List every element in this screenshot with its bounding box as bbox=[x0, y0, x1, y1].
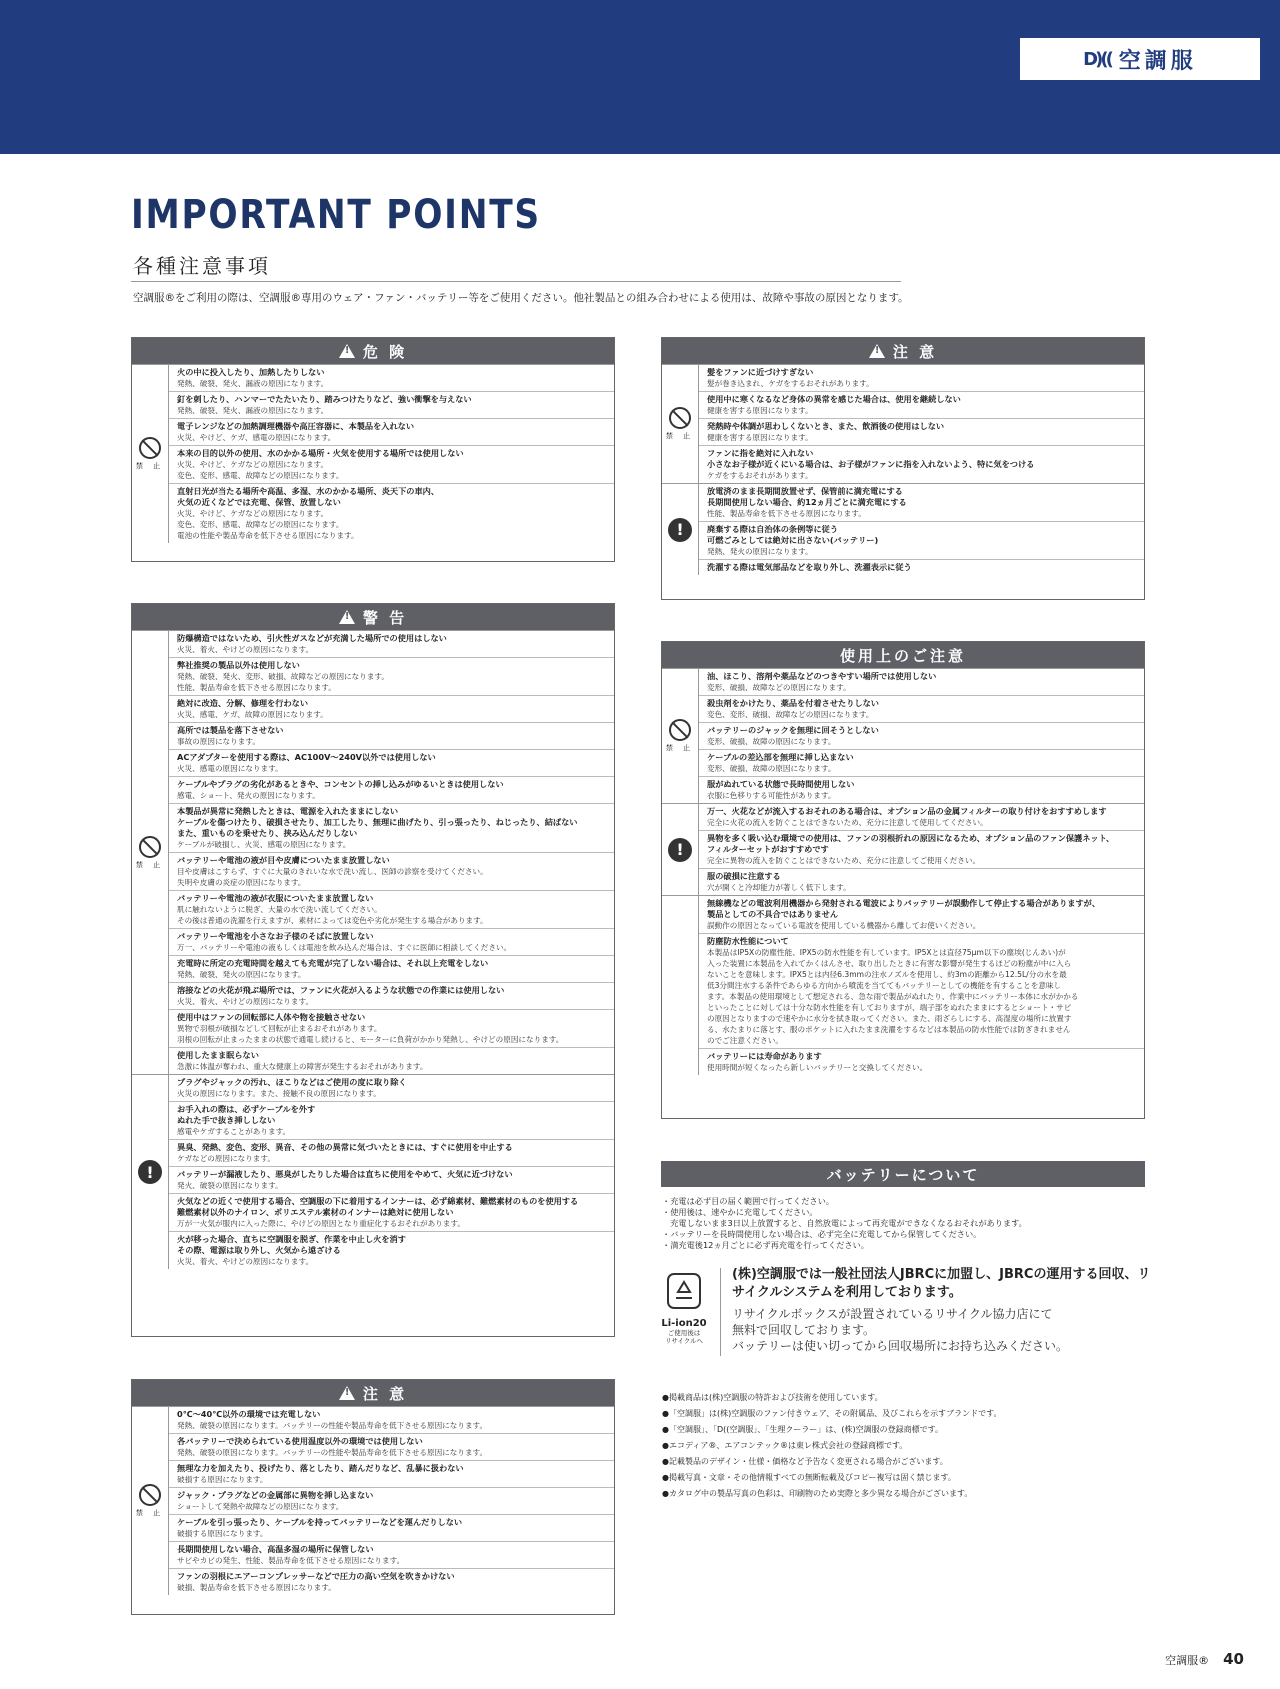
exclamation-icon-column bbox=[662, 804, 699, 895]
item-description: 発火、破裂の原因になります。 bbox=[177, 1181, 283, 1190]
caution-right-caution-group bbox=[662, 483, 1144, 575]
item-description: 発熱、破裂、発火、変形、破損、故障などの原因になります。 性能、製品寿命を低下させる原因になります。 bbox=[177, 672, 390, 692]
item-heading: 絶対に改造、分解、修理を行わない bbox=[177, 698, 309, 708]
item-heading: 無理な力を加えたり、投げたり、落としたり、踏んだりなど、乱暴に扱わない bbox=[177, 1463, 464, 1473]
item-heading: 洗濯する際は電気部品などを取り外し、洗濯表示に従う bbox=[707, 562, 912, 572]
list-item bbox=[699, 830, 1144, 868]
item-description: ショートして発熱や故障などの原因になります。 bbox=[177, 1502, 344, 1511]
recycle-icon bbox=[660, 1270, 708, 1348]
warning-triangle-icon bbox=[869, 344, 885, 358]
list-item bbox=[699, 559, 1144, 575]
list-item bbox=[699, 365, 1144, 391]
item-heading: バッテリーのジャックを無理に回そうとしない bbox=[707, 725, 879, 735]
usage-header bbox=[662, 642, 1144, 668]
item-heading: 油、ほこり、溶剤や薬品などのつきやすい場所では使用しない bbox=[707, 671, 937, 681]
prohibit-icon bbox=[139, 836, 161, 858]
caution-battery-items bbox=[169, 1407, 614, 1595]
danger-title: 危 険 bbox=[362, 342, 408, 361]
recycle-heading: (株)空調服では一般社団法人JBRCに加盟し、JBRCの運用する回収、リサイクルシステムを利用しております。 bbox=[732, 1267, 1151, 1300]
usage-title: 使用上のご注意 bbox=[839, 646, 966, 665]
item-description: 変形、破損、故障の原因になります。 bbox=[707, 737, 836, 746]
usage-box bbox=[661, 641, 1145, 1119]
page-number: 40 bbox=[1223, 1650, 1244, 1668]
list-item bbox=[699, 391, 1144, 418]
battery-list: ・充電は必ず目の届く範囲で行ってください。 ・使用後は、速やかに充電してください。 充電しないまま3日以上放置すると、自然放電によって再充電ができなくなるおそれがあります。 ・バッテリーを長時間使用しない場合は、必ず完全に充電してから保管してください。 ・満充電後12ヵ月ごとに必ず再充電を行ってください。 bbox=[662, 1196, 1027, 1250]
list-item bbox=[169, 1460, 614, 1487]
item-heading: 充電時に所定の充電時間を越えても充電が完了しない場合は、それ以上充電をしない bbox=[177, 958, 489, 968]
prohibit-icon-column bbox=[132, 1407, 169, 1595]
recycle-sub: ご使用後は リサイクルへ bbox=[664, 1329, 704, 1345]
battery-header: バッテリーについて bbox=[661, 1161, 1145, 1187]
list-item bbox=[169, 445, 614, 483]
list-item bbox=[699, 1048, 1144, 1075]
list-item bbox=[169, 657, 614, 695]
item-description: 万が一火気が服内に入った際に、やけどの原因となり重症化するおそれがあります。 bbox=[177, 1219, 465, 1228]
item-description: 火災、着火、やけどの原因になります。 bbox=[177, 1257, 314, 1266]
item-description: 万一、バッテリーや電池の液もしくは電池を飲み込んだ場合は、すぐに医師に相談してください。 bbox=[177, 943, 512, 952]
recycle-text bbox=[732, 1266, 1152, 1354]
divider bbox=[720, 1268, 721, 1356]
usage-caution-group bbox=[662, 803, 1144, 895]
warning-triangle-icon bbox=[339, 610, 355, 624]
item-description: 発熱、破裂の原因になります。バッテリーの性能や製品寿命を低下させる原因になります。 bbox=[177, 1448, 488, 1457]
list-item bbox=[169, 1139, 614, 1166]
item-heading: 発熱時や体調が思わしくないとき、また、飲酒後の使用はしない bbox=[707, 421, 945, 431]
usage-info-group bbox=[662, 895, 1144, 1075]
caution-right-prohibit-items bbox=[699, 365, 1144, 483]
list-item bbox=[169, 483, 614, 543]
recycle-symbol-icon bbox=[660, 1270, 708, 1314]
list-item bbox=[699, 669, 1144, 695]
exclamation-icon: ! bbox=[668, 838, 692, 862]
item-heading: 直射日光が当たる場所や高温、多湿、水のかかる場所、炎天下の車内、 火気の近くなどでは充電、保管、放置しない bbox=[177, 486, 440, 507]
item-description: 火災、感電の原因になります。 bbox=[177, 764, 283, 773]
list-item bbox=[699, 933, 1144, 1048]
list-item bbox=[169, 982, 614, 1009]
item-description: 破損する原因になります。 bbox=[177, 1529, 268, 1538]
item-description: 感電やケガすることがあります。 bbox=[177, 1127, 291, 1136]
list-item bbox=[169, 1101, 614, 1139]
item-description: 発熱、破裂、発火、漏液の原因になります。 bbox=[177, 406, 329, 415]
list-item bbox=[699, 749, 1144, 776]
item-description: 誤動作の原因となっている電波を使用している機器から離してお使いください。 bbox=[707, 921, 981, 930]
caution-title: 注 意 bbox=[362, 1384, 408, 1403]
list-item bbox=[169, 955, 614, 982]
item-description: サビやカビの発生、性能、製品寿命を低下させる原因になります。 bbox=[177, 1556, 405, 1565]
item-heading: 異物を多く吸い込む環境での使用は、ファンの羽根折れの原因になるため、オプション品のファン保護ネット、 フィルターセットがおすすめです bbox=[707, 833, 1115, 854]
caution-header bbox=[132, 1380, 614, 1406]
item-description: 穴が開くと冷却能力が著しく低下します。 bbox=[707, 883, 851, 892]
danger-prohibit-group bbox=[132, 364, 614, 543]
exclamation-icon-column bbox=[662, 484, 699, 575]
list-item bbox=[169, 1231, 614, 1269]
item-description: 健康を害する原因になります。 bbox=[707, 433, 813, 442]
item-heading: 服がぬれている状態で長時間使用しない bbox=[707, 779, 855, 789]
item-description: 完全に異物の流入を防ぐことはできないため、充分に注意してご使用ください。 bbox=[707, 856, 981, 865]
item-description: 性能、製品寿命を低下させる原因になります。 bbox=[707, 509, 866, 518]
item-description: 健康を害する原因になります。 bbox=[707, 406, 813, 415]
prohibit-icon bbox=[139, 1484, 161, 1506]
item-description: 火災、着火、やけどの原因になります。 bbox=[177, 997, 314, 1006]
caution-right-caution-items bbox=[699, 484, 1144, 575]
page-title: IMPORTANT POINTS bbox=[131, 192, 541, 238]
list-item bbox=[169, 1514, 614, 1541]
item-description: 変形、破損、故障の原因になります。 bbox=[707, 764, 836, 773]
list-item bbox=[699, 868, 1144, 895]
warning-triangle-icon bbox=[339, 1386, 355, 1400]
caution-battery-box bbox=[131, 1379, 615, 1615]
list-item bbox=[169, 1407, 614, 1433]
item-description: 異物で羽根が破損などして回転が止まるおそれがあります。 羽根の回転が止まったままの状態で通電し続けると、モーターに負荷がかかり発熱し、やけどの原因になります。 bbox=[177, 1024, 564, 1044]
header-band bbox=[0, 0, 1280, 154]
item-description: 火災、やけど、ケガ、感電の原因になります。 bbox=[177, 433, 336, 442]
item-description: 完全に火花の流入を防ぐことはできないため、充分に注意して使用してください。 bbox=[707, 818, 988, 827]
item-description: 破損、製品寿命を低下させる原因になります。 bbox=[177, 1583, 336, 1592]
prohibit-label: 禁 止 bbox=[135, 462, 165, 470]
divider bbox=[131, 281, 901, 282]
list-item bbox=[169, 1075, 614, 1101]
prohibit-label: 禁 止 bbox=[135, 1509, 165, 1517]
exclamation-icon: ! bbox=[138, 1160, 162, 1184]
item-heading: 殺虫剤をかけたり、薬品を付着させたりしない bbox=[707, 698, 879, 708]
caution-right-title: 注 意 bbox=[892, 342, 938, 361]
item-heading: 本来の目的以外の使用、水のかかる場所・火気を使用する場所では使用しない bbox=[177, 448, 464, 458]
item-heading: プラグやジャックの汚れ、ほこりなどはご使用の度に取り除く bbox=[177, 1077, 407, 1087]
warning-prohibit-group bbox=[132, 630, 614, 1074]
warning-caution-items bbox=[169, 1075, 614, 1269]
brand-logo[interactable] bbox=[1020, 38, 1260, 80]
item-heading: ケーブルの差込部を無理に挿し込まない bbox=[707, 752, 854, 762]
list-item bbox=[169, 1166, 614, 1193]
prohibit-icon-column bbox=[662, 669, 699, 803]
item-heading: 電子レンジなどの加熱調理機器や高圧容器に、本製品を入れない bbox=[177, 421, 415, 431]
item-description: 肌に触れないように脱ぎ、大量の水で洗い流してください。 その後は普通の洗濯を行えますが、素材によっては変色や劣化が発生する場合があります。 bbox=[177, 905, 488, 925]
item-heading: 服の破損に注意する bbox=[707, 871, 781, 881]
list-item bbox=[169, 803, 614, 852]
list-item bbox=[169, 1009, 614, 1047]
item-heading: 放電済のまま長期間放置せず、保管前に満充電にする 長期間使用しない場合、約12ヵ月ごとに満充電にする bbox=[707, 486, 907, 507]
danger-items bbox=[169, 365, 614, 543]
item-heading: 防爆構造ではないため、引火性ガスなどが充満した場所での使用はしない bbox=[177, 633, 447, 643]
item-heading: 異臭、発熱、変色、変形、異音、その他の異常に気づいたときには、すぐに使用を中止する bbox=[177, 1142, 513, 1152]
list-item bbox=[699, 722, 1144, 749]
item-description: 使用時間が短くなったら新しいバッテリーと交換してください。 bbox=[707, 1063, 928, 1072]
list-item bbox=[169, 1433, 614, 1460]
list-item bbox=[169, 631, 614, 657]
list-item bbox=[699, 695, 1144, 722]
item-heading: 使用中に寒くなるなど身体の異常を感じた場合は、使用を継続しない bbox=[707, 394, 961, 404]
item-heading: 溶接などの火花が飛ぶ場所では、ファンに火花が入るような状態での作業には使用しない bbox=[177, 985, 505, 995]
item-heading: 各バッテリーで決められている使用温度以外の環境では使用しない bbox=[177, 1436, 423, 1446]
item-description: 髪が巻き込まれ、ケガをするおそれがあります。 bbox=[707, 379, 874, 388]
item-description: 火災、感電、ケガ、故障の原因になります。 bbox=[177, 710, 328, 719]
list-item bbox=[169, 928, 614, 955]
item-heading: 無線機などの電波利用機器から発射される電波によりバッテリーが誤動作して停止する場合がありますが、 製品としての不具合ではありません bbox=[707, 898, 1101, 919]
footnotes: ●掲載商品は(株)空調服の特許および技術を使用しています。 ●「空調服」は(株)空調服のファン付きウェア、その附属品、及びこれらを示すブランドです。 ●「空調服」、「D((空調服」、「生理クーラー」は、(株)空調服の登録商標です。 ●エコディア®、エアコンテック®は東レ株式会社の登録商標です。 ●記載製品のデザイン・仕様・価格など予告なく変更される場合がございます。 ●掲載写真・文章・その他情報すべての無断転載及びコピー複写は固く禁じます。 ●カタログ中の製品写真の色彩は、印刷物のため実際と多少異なる場合がございます。 bbox=[662, 1393, 1002, 1498]
item-heading: ACアダプターを使用する際は、AC100V〜240V以外では使用しない bbox=[177, 752, 436, 762]
item-heading: バッテリーや電池の液が目や皮膚についたまま放置しない bbox=[177, 855, 390, 865]
list-item bbox=[699, 896, 1144, 933]
list-item bbox=[699, 804, 1144, 830]
item-description: 火災の原因になります。また、接触不良の原因になります。 bbox=[177, 1089, 381, 1098]
list-item bbox=[699, 521, 1144, 559]
item-heading: お手入れの際は、必ずケーブルを外す ぬれた手で抜き挿ししない bbox=[177, 1104, 316, 1125]
warning-box bbox=[131, 603, 615, 1337]
list-item bbox=[699, 484, 1144, 521]
item-heading: バッテリーには寿命があります bbox=[707, 1051, 822, 1061]
prohibit-icon bbox=[139, 437, 161, 459]
usage-caution-items bbox=[699, 804, 1144, 895]
list-item bbox=[699, 418, 1144, 445]
item-heading: 万一、火花などが流入するおそれのある場合は、オプション品の金属フィルターの取り付けをおすすめします bbox=[707, 806, 1107, 816]
list-item bbox=[169, 391, 614, 418]
item-description: 本製品はIP5Xの防塵性能、IPX5の防水性能を有しています。IP5Xとは直径75μm以下の塵埃(じんあい)が 入った装置に本製品を入れてかくはんさせ、取り出したときに有害な影響が発生するほどの粉塵が中に入ら ないことを意味します。IPX5とは内径6.3mmの注水ノズルを使用し、約3mの距離から12.5L/分の水を最 低3分間注水する条件であらゆる方向から噴流を当ててもバッテリーとしての機能を有することを意味し ます。本製品の使用環境として想定される、急な雨で製品がぬれたり、作業中にバッテリー本体に水がかかる といったことに対しては十分な防水性能を有しておりますが、端子部をぬれたままにするとショート・サビ の原因となりますので速やかに水分を拭き取ってください。また、雨ざらしにする、高湿度の場所に放置す る、水たまりに落とす、服のポケットに入れたまま洗濯をするなどは本製品の防水性能では防ぎきれません のでご注意ください。 bbox=[707, 948, 1079, 1045]
prohibit-icon-column bbox=[132, 631, 169, 1074]
blank-icon-column bbox=[662, 896, 699, 1075]
warning-prohibit-items bbox=[169, 631, 614, 1074]
item-heading: 弊社推奨の製品以外は使用しない bbox=[177, 660, 300, 670]
danger-header bbox=[132, 338, 614, 364]
list-item bbox=[169, 722, 614, 749]
item-heading: 0℃〜40℃以外の環境では充電しない bbox=[177, 1409, 321, 1419]
prohibit-icon bbox=[669, 407, 691, 429]
intro-text: 空調服®をご利用の際は、空調服®専用のウェア・ファン・バッテリー等をご使用ください。他社製品との組み合わせによる使用は、故障や事故の原因となります。 bbox=[133, 292, 909, 304]
item-heading: 火気などの近くで使用する場合、空調服の下に着用するインナーは、必ず綿素材、難燃素材のものを使用する 難燃素材以外のナイロン、ポリエステル素材のインナーは絶対に使用しない bbox=[177, 1196, 579, 1217]
item-description: 衣服に色移りする可能性があります。 bbox=[707, 791, 836, 800]
brand-logo-text: 空調服 bbox=[1118, 48, 1197, 74]
danger-box bbox=[131, 337, 615, 562]
item-heading: 火の中に投入したり、加熱したりしない bbox=[177, 367, 325, 377]
warning-caution-group bbox=[132, 1074, 614, 1269]
item-description: 変形、破損、故障などの原因になります。 bbox=[707, 683, 851, 692]
warning-header bbox=[132, 604, 614, 630]
item-description: 目や皮膚はこすらず、すぐに大量のきれいな水で洗い流し、医師の診察を受けてください。 失明や皮膚の炎症の原因になります。 bbox=[177, 867, 488, 887]
item-heading: ファンに指を絶対に入れない 小さなお子様が近くにいる場合は、お子様がファンに指を入れないよう、特に気をつける bbox=[707, 448, 1035, 469]
list-item bbox=[169, 695, 614, 722]
item-heading: ジャック・プラグなどの金属部に異物を挿し込まない bbox=[177, 1490, 374, 1500]
warning-triangle-icon bbox=[339, 344, 355, 358]
footer bbox=[1165, 1650, 1244, 1668]
list-item bbox=[169, 1541, 614, 1568]
caution-battery-group bbox=[132, 1406, 614, 1595]
caution-right-box bbox=[661, 337, 1145, 600]
warning-title: 警 告 bbox=[362, 608, 408, 627]
prohibit-icon-column bbox=[662, 365, 699, 483]
item-heading: 釘を刺したり、ハンマーでたたいたり、踏みつけたりなど、強い衝撃を与えない bbox=[177, 394, 472, 404]
item-heading: 髪をファンに近づけすぎない bbox=[707, 367, 814, 377]
item-description: 変色、変形、破損、故障などの原因になります。 bbox=[707, 710, 874, 719]
prohibit-icon-column bbox=[132, 365, 169, 543]
item-description: 火災、着火、やけどの原因になります。 bbox=[177, 645, 314, 654]
item-description: 発熱、破裂の原因になります。バッテリーの性能や製品寿命を低下させる原因になります。 bbox=[177, 1421, 488, 1430]
usage-prohibit-items bbox=[699, 669, 1144, 803]
item-heading: バッテリーや電池を小さなお子様のそばに放置しない bbox=[177, 931, 374, 941]
caution-right-prohibit-group bbox=[662, 364, 1144, 483]
item-heading: 高所では製品を落下させない bbox=[177, 725, 284, 735]
item-description: 発熱、破裂、発火の原因になります。 bbox=[177, 970, 306, 979]
list-item bbox=[169, 1047, 614, 1074]
item-description: 発熱、発火の原因になります。 bbox=[707, 547, 813, 556]
recycle-body: リサイクルボックスが設置されているリサイクル協力店にて 無料で回収しております。 バッテリーは使い切ってから回収場所にお持ち込みください。 bbox=[732, 1307, 1069, 1353]
item-heading: ケーブルやプラグの劣化があるときや、コンセントの挿し込みがゆるいときは使用しない bbox=[177, 779, 504, 789]
item-heading: ファンの羽根にエアーコンプレッサーなどで圧力の高い空気を吹きかけない bbox=[177, 1571, 455, 1581]
item-heading: 長期間使用しない場合、高温多湿の場所に保管しない bbox=[177, 1544, 374, 1554]
item-heading: ケーブルを引っ張ったり、ケーブルを持ってバッテリーなどを運んだりしない bbox=[177, 1517, 463, 1527]
item-heading: 使用したまま眠らない bbox=[177, 1050, 259, 1060]
item-heading: 廃棄する際は自治体の条例等に従う 可燃ごみとしては絶対に出さない(バッテリー) bbox=[707, 524, 879, 545]
brand-mark-icon: D)(( bbox=[1083, 48, 1111, 70]
list-item bbox=[169, 418, 614, 445]
usage-info-items bbox=[699, 896, 1144, 1075]
list-item bbox=[169, 1487, 614, 1514]
item-description: ケガをするおそれがあります。 bbox=[707, 471, 813, 480]
item-description: 破損する原因になります。 bbox=[177, 1475, 268, 1484]
item-description: 発熱、破裂、発火、漏液の原因になります。 bbox=[177, 379, 329, 388]
list-item bbox=[699, 776, 1144, 803]
list-item bbox=[699, 445, 1144, 483]
usage-prohibit-group bbox=[662, 668, 1144, 803]
caution-right-header bbox=[662, 338, 1144, 364]
prohibit-icon bbox=[669, 719, 691, 741]
item-description: 急激に体温が奪われ、重大な健康上の障害が発生するおそれがあります。 bbox=[177, 1062, 428, 1071]
item-description: 火災、やけど、ケガなどの原因になります。 変色、変形、感電、故障などの原因になります。 bbox=[177, 460, 344, 480]
item-description: 事故の原因になります。 bbox=[177, 737, 260, 746]
item-heading: バッテリーや電池の液が衣服についたまま放置しない bbox=[177, 893, 374, 903]
prohibit-label: 禁 止 bbox=[665, 432, 695, 440]
prohibit-label: 禁 止 bbox=[135, 860, 165, 869]
item-heading: 火が移った場合、直ちに空調服を脱ぎ、作業を中止し火を消す その際、電源は取り外し、火気から遠ざける bbox=[177, 1234, 406, 1255]
list-item bbox=[169, 1568, 614, 1595]
item-heading: 使用中はファンの回転部に人体や物を接触させない bbox=[177, 1012, 366, 1022]
item-heading: バッテリーが漏液したり、悪臭がしたりした場合は直ちに使用をやめて、火気に近づけない bbox=[177, 1169, 513, 1179]
list-item bbox=[169, 749, 614, 776]
prohibit-label: 禁 止 bbox=[665, 744, 695, 752]
exclamation-icon-column bbox=[132, 1075, 169, 1269]
list-item bbox=[169, 852, 614, 890]
exclamation-icon: ! bbox=[668, 518, 692, 542]
list-item bbox=[169, 1193, 614, 1231]
item-heading: 防塵防水性能について bbox=[707, 936, 789, 946]
list-item bbox=[169, 365, 614, 391]
item-description: 感電、ショート、発火の原因になります。 bbox=[177, 791, 320, 800]
item-description: ケーブルが破損し、火災、感電の原因になります。 bbox=[177, 840, 351, 849]
list-item bbox=[169, 776, 614, 803]
page-subtitle: 各種注意事項 bbox=[133, 254, 271, 278]
item-description: ケガなどの原因になります。 bbox=[177, 1154, 275, 1163]
footer-brand: 空調服® bbox=[1165, 1654, 1210, 1667]
item-heading: 本製品が異常に発熱したときは、電源を入れたままにしない ケーブルを傷つけたり、破損させたり、加工したり、無理に曲げたり、引っ張ったり、ねじったり、結ばない また、重いものを乗せたり、挟み込んだりしない bbox=[177, 806, 578, 838]
item-description: 火災、やけど、ケガなどの原因になります。 変色、変形、感電、故障などの原因になります。 電池の性能や製品寿命を低下させる原因になります。 bbox=[177, 509, 359, 540]
list-item bbox=[169, 890, 614, 928]
recycle-label: Li-ion20 bbox=[661, 1318, 707, 1329]
